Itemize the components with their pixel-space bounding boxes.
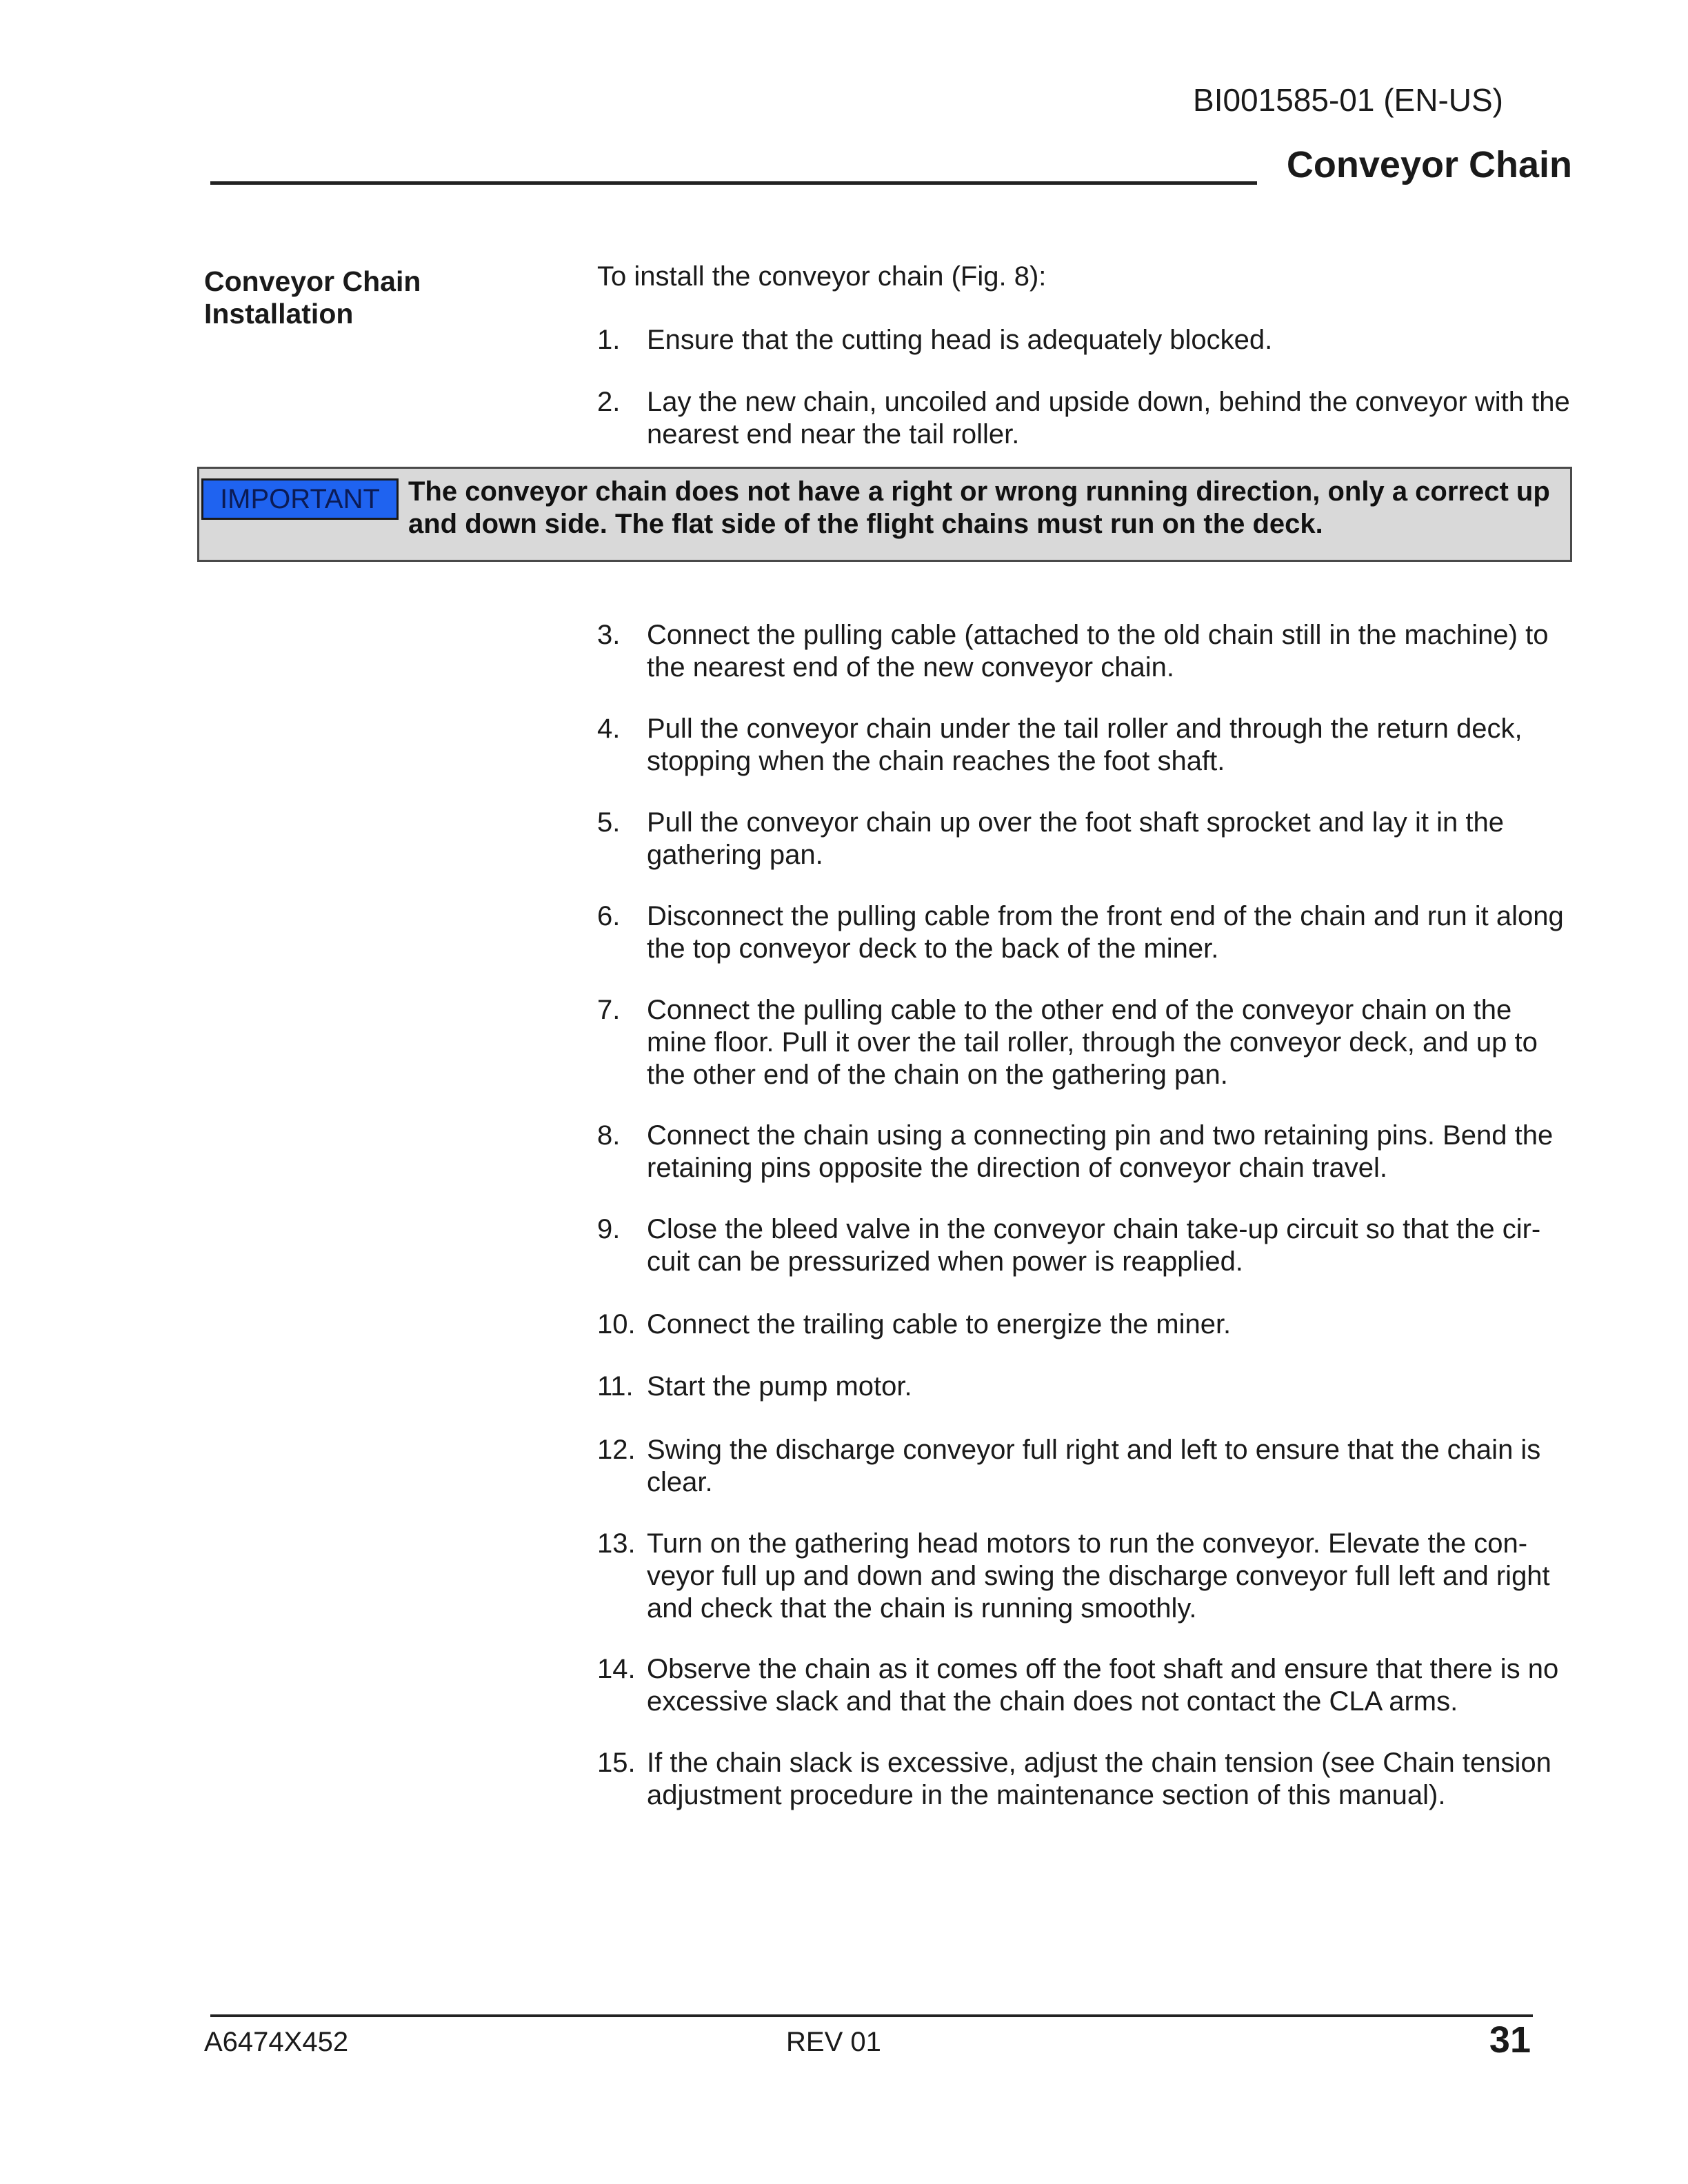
step-text: Connect the trailing cable to energize the miner. [647,1309,1232,1339]
step-number: 8. [597,1120,621,1151]
step-text: Close the bleed valve in the conveyor chain take-up circuit so that the cir-cuit can be pressurized when power is reapplied. [647,1214,1541,1277]
footer-part-number: A6474X452 [204,2027,349,2057]
footer-revision: REV 01 [786,2027,881,2057]
step-text: Swing the discharge conveyor full right and left to ensure that the chain is clear. [647,1435,1541,1497]
step-number: 2. [597,387,621,417]
step-number: 11. [597,1371,634,1402]
step-text: Connect the pulling cable (attached to the old chain still in the machine) to the nearest end of the new conveyor chain. [647,620,1549,682]
step-number: 4. [597,714,621,744]
step-text: Observe the chain as it comes off the foot shaft and ensure that there is no excessive slack and that the chain does not contact the CLA arms. [647,1654,1559,1717]
step-number: 3. [597,620,621,650]
step-text: Start the pump motor. [647,1371,912,1402]
step-number: 7. [597,995,621,1025]
page-number: 31 [1489,2019,1531,2061]
step-number: 15. [597,1748,636,1778]
document-id: BI001585-01 (EN-US) [1193,82,1503,118]
step-text: If the chain slack is excessive, adjust the chain tension (see Chain tension adjustment procedure in the maintenance section of this manual). [647,1748,1551,1810]
step-text: Connect the chain using a connecting pin and two retaining pins. Bend the retaining pins opposite the direction of conveyor chain travel. [647,1120,1554,1183]
step-number: 13. [597,1528,636,1559]
step-text: Turn on the gathering head motors to run the conveyor. Elevate the con-veyor full up and down and swing the discharge conveyor full left and right and check that the chain is running smoothly. [647,1528,1550,1624]
step-number: 9. [597,1214,621,1244]
step-number: 1. [597,325,621,355]
step-number: 10. [597,1309,636,1339]
header-divider [210,181,1257,185]
side-heading: Conveyor Chain Installation [204,265,421,330]
step-text: Connect the pulling cable to the other end of the conveyor chain on the mine floor. Pull it over the tail roller, through the conveyor deck, and up to the other end of the chain on the gathering pan. [647,995,1538,1090]
important-text: The conveyor chain does not have a right or wrong running direction, only a correct up and down side. The flat side of the flight chains must run on the deck. [408,476,1550,539]
important-label: IMPORTANT [201,478,399,520]
step-number: 6. [597,901,621,931]
step-text: Pull the conveyor chain under the tail roller and through the return deck, stopping when the chain reaches the foot shaft. [647,714,1523,776]
footer-divider [210,2014,1533,2017]
step-text: Lay the new chain, uncoiled and upside down, behind the conveyor with the nearest end near the tail roller. [647,387,1570,449]
step-number: 12. [597,1435,636,1465]
intro-text: To install the conveyor chain (Fig. 8): [597,261,1047,292]
step-text: Ensure that the cutting head is adequately blocked. [647,325,1273,355]
step-text: Pull the conveyor chain up over the foot shaft sprocket and lay it in the gathering pan. [647,807,1504,870]
section-title: Conveyor Chain [1286,144,1572,185]
step-number: 14. [597,1654,636,1684]
step-number: 5. [597,807,621,838]
step-text: Disconnect the pulling cable from the front end of the chain and run it along the top conveyor deck to the back of the miner. [647,901,1564,964]
